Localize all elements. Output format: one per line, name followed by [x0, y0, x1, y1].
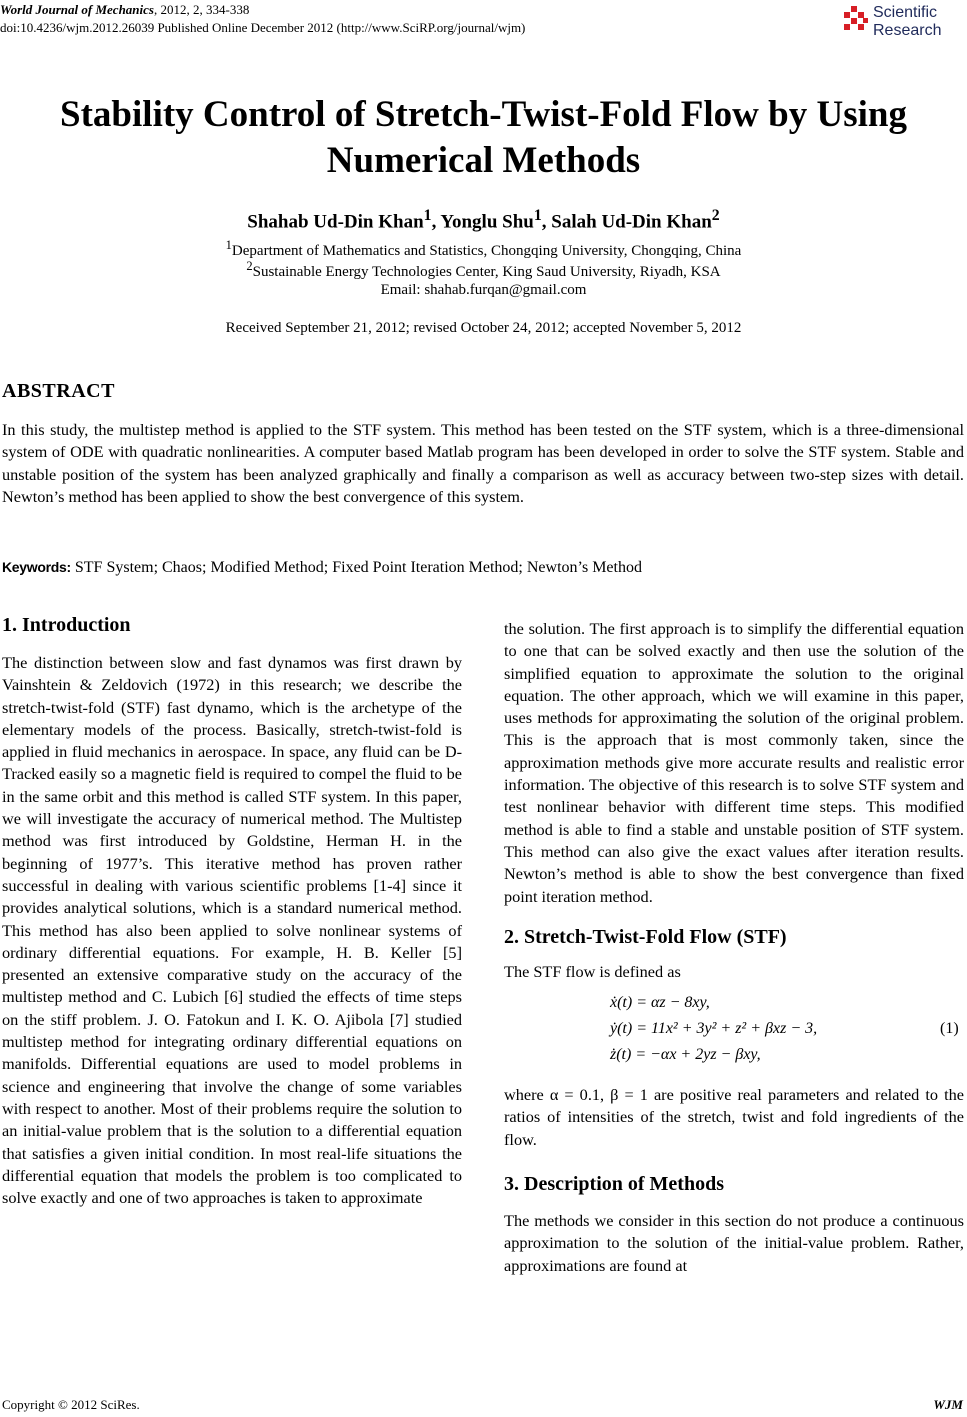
paper-title: [0, 92, 967, 184]
stf-equations: [610, 992, 890, 1072]
affiliation-2-mark: 2: [246, 259, 253, 273]
author-list: [0, 207, 967, 233]
journal-abbreviation: WJM: [933, 1397, 963, 1412]
affiliation-1: [0, 238, 967, 260]
equation-row-1: ẋ(t) = αz − 8xy,: [610, 994, 710, 1011]
equation-row-3: ż(t) = −αx + 2yz − βxy,: [610, 1046, 761, 1063]
section-1-heading: 1. Introduction: [2, 614, 131, 636]
equation-number: (1): [940, 1020, 959, 1037]
copyright: Copyright © 2012 SciRes.: [2, 1397, 140, 1412]
logo-text-scientific: Scientific: [873, 4, 938, 21]
abstract-text: In this study, the multistep method is applied to the STF system. This method has been tested on the STF system, which is a three-dimensional system of ODE with quadratic nonlinearities. A computer based Matlab program has been developed in order to solve the STF system. Stable and unstable position of the system has been analyzed graphically and finally a comparison as well as accuracy between two-step sizes with detail. Newton’s method has been applied to show the best convergence of this system.: [2, 420, 964, 506]
scientific-research-logo-icon: [841, 6, 869, 34]
abstract-heading: ABSTRACT: [2, 380, 115, 402]
journal-name: World Journal of Mechanics: [0, 2, 154, 17]
affiliation-2: [0, 259, 967, 281]
journal-citation: [0, 2, 249, 18]
author-1-affil: 1: [423, 207, 432, 224]
section-3-text: The methods we consider in this section do not produce a continuous approximation to the solution of the initial-value problem. Rather, approximations are found at: [504, 1211, 964, 1275]
keywords: [2, 559, 642, 577]
author-1: Shahab Ud-Din Khan: [247, 211, 424, 233]
affiliation-2-text: Sustainable Energy Technologies Center, King Saud University, Riyadh, KSA: [252, 264, 721, 280]
section-2-after: where α = 0.1, β = 1 are positive real parameters and related to the ratios of intensities of the stretch, twist and fold ingredients of the flow.: [504, 1085, 964, 1149]
received-dates: Received September 21, 2012; revised October 24, 2012; accepted November 5, 2012: [225, 320, 742, 336]
affiliation-1-mark: 1: [225, 238, 232, 252]
section-1-continued: the solution. The first approach is to simplify the differential equation to one that can be solved exactly and then use the solution of the simplified equation to approximate the solution to the original equation. The other approach, which we will examine in this paper, uses methods for approximating the solution of the original problem. This is the approach that is most commonly taken, since the approximation methods give more accurate results and realistic error information. The objective of this research is to solve STF system and test nonlinear behavior with different time steps. This modified method is able to find a stable and unstable position of STF system. This method can also give the exact values after iteration results. Newton’s method is able to show the best convergence than fixed point iteration method.: [504, 619, 964, 906]
journal-volume: , 2012, 2, 334-338: [153, 2, 250, 17]
section-3-heading: 3. Description of Methods: [504, 1173, 724, 1195]
affiliation-1-text: Department of Mathematics and Statistics, Chongqing University, Chongqing, China: [231, 243, 742, 259]
section-2-intro-text: The STF flow is defined as: [504, 962, 681, 981]
author-2: , Yonglu Shu: [431, 211, 534, 233]
doi-line: doi:10.4236/wjm.2012.26039 Published Online December 2012 (http://www.SciRP.org/journal/wjm): [0, 20, 526, 35]
logo-text-research: Research: [873, 22, 942, 39]
author-3: , Salah Ud-Din Khan: [541, 211, 712, 233]
section-1-text: The distinction between slow and fast dynamos was first drawn by Vainshtein & Zeldovich (1972) in this research; we describe the stretch-twist-fold (STF) fast dynamo, which is the archetype of the elementary models of the process. Basically, stretch-twist-fold is applied in fluid mechanics in aerospace. In space, any fluid can be D-Tracked easily so a magnetic field is required to compel the fluid to be in the same orbit and this method is called STF system. In this paper, we will investigate the accuracy of numerical method. The Multistep method was first introduced by Goldstine, Herman H. in the beginning of 1977’s. This iterative method has proven rather successful in dealing with various scientific problems [1-4] since it provides analytical solutions, which is a standard numerical method. This method has also been applied to solve nonlinear systems of ordinary differential equations. For example, H. B. Keller [5] presented an extensive comparative study on the accuracy of the multistep method and C. Lubich [6] studied the effects of time steps on the stiff problem. J. O. Fatokun and I. K. O. Ajibola [7] studied multistep method for integrating ordinary differential equations on manifolds. Differential equations are used to model problems in science and engineering that involve the change of some variables with respect to another. Most of their problems require the solution to an initial-value problem that is the solution to a differential equation that satisfies a given initial condition. In most real-life situations the differential equation that models the problem is too complicated to solve exactly and one of two approaches is taken to approximate: [2, 653, 462, 1208]
publisher-logo: [841, 2, 961, 42]
section-2-heading: 2. Stretch-Twist-Fold Flow (STF): [504, 926, 787, 948]
author-3-affil: 2: [711, 207, 720, 224]
keywords-label: Keywords:: [2, 559, 71, 575]
email: Email: shahab.furqan@gmail.com: [380, 282, 587, 298]
keywords-text: STF System; Chaos; Modified Method; Fixed Point Iteration Method; Newton’s Method: [70, 559, 642, 576]
equation-row-2: ẏ(t) = 11x² + 3y² + z² + βxz − 3,: [610, 1020, 818, 1037]
title-line-2: Numerical Methods: [326, 140, 641, 181]
title-line-1: Stability Control of Stretch-Twist-Fold Flow by Using: [60, 94, 907, 135]
author-2-affil: 1: [533, 207, 542, 224]
